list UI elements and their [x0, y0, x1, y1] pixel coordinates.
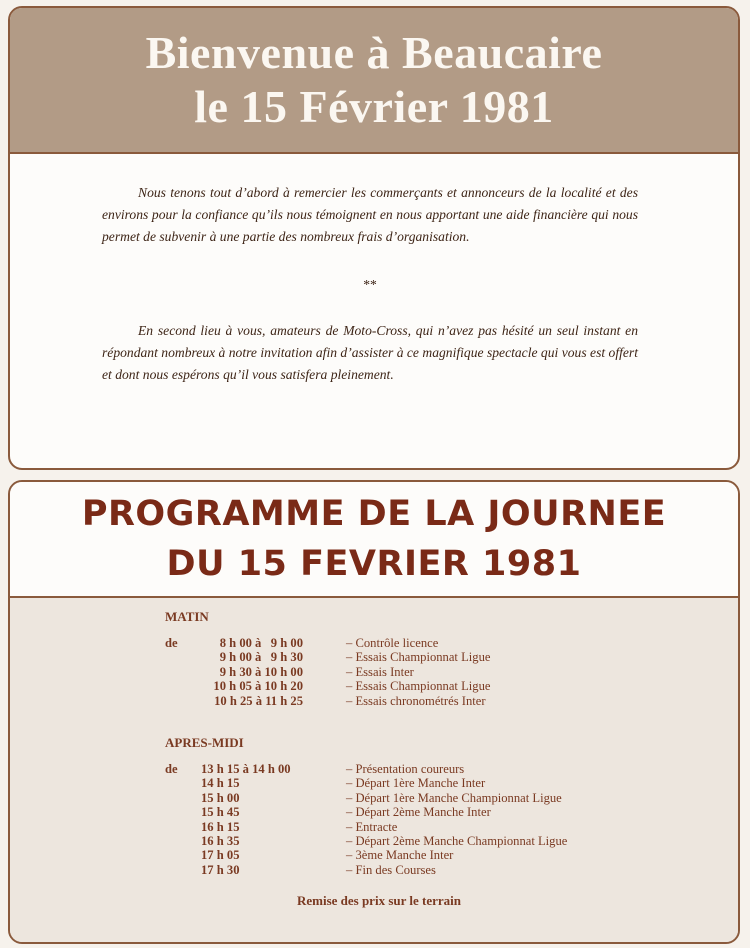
schedule-prefix	[165, 805, 201, 819]
schedule-time: 9 h 00 à 9 h 30	[219, 650, 303, 665]
schedule-time: 14 h 15	[201, 776, 240, 791]
schedule-prefix	[165, 834, 201, 848]
schedule-row	[10, 776, 738, 790]
schedule-time: 9 h 30 à 10 h 00	[219, 664, 303, 679]
matin-schedule	[10, 636, 738, 708]
schedule-time: 16 h 35	[201, 833, 240, 848]
schedule-time: 10 h 25 à 11 h 25	[214, 693, 303, 708]
schedule-event: – Départ 2ème Manche Championnat Ligue	[346, 833, 568, 848]
schedule-time: 16 h 15	[201, 819, 240, 834]
schedule-event: – Départ 1ère Manche Inter	[346, 776, 486, 791]
schedule-prefix: de	[165, 761, 178, 776]
schedule-prefix	[165, 848, 201, 862]
schedule-time: 17 h 30	[201, 862, 240, 877]
schedule-event: – Présentation coureurs	[346, 761, 465, 776]
apres-midi-schedule	[10, 762, 738, 877]
schedule-event: – 3ème Manche Inter	[346, 848, 454, 863]
program-title-line1: PROGRAMME DE LA JOURNEE	[81, 494, 667, 534]
schedule-prefix	[165, 791, 201, 805]
schedule-event: – Départ 1ère Manche Championnat Ligue	[346, 790, 562, 805]
schedule-prefix	[165, 863, 201, 877]
separator: **	[363, 277, 377, 292]
schedule-prefix	[165, 694, 201, 708]
schedule-event: – Départ 2ème Manche Inter	[346, 805, 491, 820]
schedule-time: 8 h 00 à 9 h 00	[219, 636, 303, 650]
schedule-row	[10, 820, 738, 834]
schedule-prefix: de	[165, 636, 178, 650]
schedule-row	[10, 805, 738, 819]
schedule-row	[10, 863, 738, 877]
schedule-event: – Essais Inter	[346, 664, 414, 679]
apres-midi-heading: APRES-MIDI	[165, 734, 244, 750]
welcome-title-line1: Bienvenue à Beaucaire	[145, 27, 603, 78]
schedule-event: – Essais chronométrés Inter	[346, 693, 486, 708]
schedule-event: – Fin des Courses	[346, 862, 436, 877]
schedule-event: – Essais Championnat Ligue	[346, 650, 491, 665]
schedule-prefix	[165, 776, 201, 790]
welcome-panel	[8, 6, 740, 470]
schedule-row	[10, 762, 738, 776]
schedule-time: 15 h 45	[201, 805, 240, 820]
program-body	[10, 598, 738, 944]
schedule-row	[10, 694, 738, 708]
schedule-row	[10, 679, 738, 693]
program-header	[10, 482, 738, 598]
schedule-prefix	[165, 665, 201, 679]
program-panel	[8, 480, 740, 944]
schedule-prefix	[165, 679, 201, 693]
welcome-body	[10, 154, 738, 386]
schedule-time: 10 h 05 à 10 h 20	[213, 679, 303, 694]
schedule-row	[10, 636, 738, 650]
welcome-header	[10, 8, 738, 154]
welcome-paragraph-2: En second lieu à vous, amateurs de Moto-Cross, qui n’avez pas hésité un seul instant en répondant nombreux à notre invitation afin d’assister à ce magnifique spectacle qui vous est offert et dont nous espérons qu’il vous satisfera pleinement.	[102, 323, 638, 382]
schedule-prefix	[165, 650, 201, 664]
schedule-event: – Contrôle licence	[346, 636, 439, 650]
schedule-event: – Entracte	[346, 819, 398, 834]
welcome-paragraph-1: Nous tenons tout d’abord à remercier les commerçants et annonceurs de la localité et des environs pour la confiance qu’ils nous témoignent en nous apportant une aide financière qui nous permet de subvenir à une partie des nombreux frais d’organisation.	[102, 185, 638, 244]
schedule-row	[10, 791, 738, 805]
schedule-row	[10, 665, 738, 679]
schedule-time: 17 h 05	[201, 848, 240, 863]
program-title-line2: DU 15 FEVRIER 1981	[166, 544, 582, 584]
schedule-prefix	[165, 820, 201, 834]
schedule-row	[10, 834, 738, 848]
schedule-row	[10, 848, 738, 862]
schedule-row	[10, 650, 738, 664]
welcome-title-line2: le 15 Février 1981	[194, 81, 554, 132]
schedule-event: – Essais Championnat Ligue	[346, 679, 491, 694]
schedule-time: 13 h 15 à 14 h 00	[201, 761, 291, 776]
prize-note: Remise des prix sur le terrain	[296, 893, 462, 909]
schedule-time: 15 h 00	[201, 790, 240, 805]
matin-heading: MATIN	[165, 609, 209, 624]
